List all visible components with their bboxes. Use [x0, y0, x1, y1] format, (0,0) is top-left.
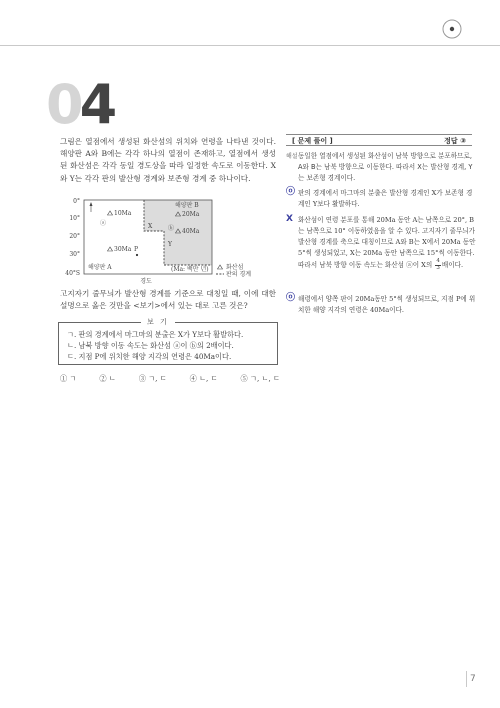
solution-item-text: 판의 경계에서 마그마의 분출은 발산형 경계인 X가 보존형 경계인 Y보다 활발하다. [298, 189, 473, 208]
choice-4[interactable]: ④ ㄴ, ㄷ [189, 374, 218, 383]
solution-header [286, 134, 472, 146]
bogi-item: ㄴ. 남북 방향 이동 속도는 화산섬 ⓐ이 ⓑ의 2배이다. [67, 341, 234, 350]
y-tick-20: 20° [69, 233, 80, 240]
page-rule [466, 671, 467, 687]
wrong-mark-icon: X [286, 214, 293, 224]
choice-3[interactable]: ③ ㄱ, ㄷ [138, 374, 167, 383]
boundary-x-label: X [148, 223, 153, 230]
y-tick-40: 40°S [65, 270, 80, 277]
bogi-item: ㄱ. 판의 경계에서 마그마의 분출은 X가 Y보다 활발하다. [67, 330, 244, 339]
point-p [136, 254, 138, 256]
legend-boundary-label: 판의 경계 [226, 271, 252, 278]
bogi-item: ㄷ. 지점 P에 위치한 해양 지각의 연령은 40Ma이다. [67, 352, 232, 361]
bogi-box [58, 318, 278, 365]
solution-item-text: 해령에서 양쪽 판이 20Ma동안 5°씩 생성되므로, 지점 P에 위치한 해양 지각의 연령은 40Ma이다. [298, 295, 476, 314]
solution-item-text: 화산섬이 연령 분포를 통해 20Ma 동안 A는 남쪽으로 20°, B는 남쪽으로 10° 이동하였음을 알 수 있다. 고지자기 줄무늬가 발산형 경계를 축으로 대칭이므로 A와 B는 X에서 20Ma 동안 5°씩 생성되었고, X는 20Ma 동안 남쪽으로 15°씩 이동한다. 따라서 남북 방향 이동 속도는 화산섬 ⓐ이 X의 [298, 216, 476, 269]
answer-choices [60, 374, 280, 384]
legend-volcano-icon [218, 265, 223, 269]
solution-item-2 [286, 215, 476, 271]
header-rule [0, 45, 500, 46]
target-icon [441, 18, 463, 40]
plate-b-label: 해양판 B [175, 202, 199, 209]
solution-item-1 [286, 188, 476, 210]
unit-note: (Ma: 백만 년) [171, 266, 209, 273]
y-tick-30: 30° [69, 251, 80, 258]
age-label-40ma: 40Ma [182, 228, 200, 235]
island-a-label: ⓐ [100, 220, 107, 227]
y-tick-10: 10° [69, 215, 80, 222]
page-number: 7 [470, 674, 476, 684]
solution-title: [ 문제 풀이 ] [292, 137, 333, 145]
island-b-label: ⓑ [168, 225, 175, 232]
choice-1[interactable]: ① ㄱ [60, 374, 77, 383]
correct-mark-icon: ⓞ [286, 293, 296, 303]
solution-answer: 정답 ③ [444, 137, 466, 145]
solution-intro-text: 동일한 열점에서 생성된 화산섬이 남북 방향으로 분포하므로, A와 B는 남북 방향으로 이동한다. 따라서 X는 발산형 경계, Y는 보존형 경계이다. [298, 152, 473, 182]
plate-b-area [144, 200, 212, 265]
x-axis-label: 경도 [140, 278, 152, 285]
question-number: 04 [46, 73, 114, 136]
point-p-label: P [134, 246, 139, 253]
question-stem: 그림은 열점에서 생성된 화산섬의 위치와 연령을 나타낸 것이다. 해양판 A와 B에는 각각 하나의 열점이 존재하고, 열점에서 생성된 화산섬은 각각 동일 경도상을 따라 일정한 속도로 이동한다. X와 Y는 각각 판의 발산형 경계와 보존형 경계 중 하나이다. [60, 137, 276, 183]
question-prompt: 고지자기 줄무늬가 발산형 경계를 기준으로 대칭일 때, 이에 대한 설명으로 옳은 것만을 <보기>에서 있는 대로 고른 것은? [60, 289, 276, 311]
age-label-30ma: 30Ma [114, 246, 132, 253]
correct-mark-icon: ⓞ [286, 187, 296, 197]
boundary-y-label: Y [168, 241, 172, 248]
age-label-20ma: 20Ma [182, 211, 200, 218]
fraction: $\frac{4}{3}$ [436, 258, 440, 271]
bogi-title: 보 기 [141, 317, 175, 327]
volcano-icon [108, 211, 113, 215]
volcano-icon [108, 247, 113, 251]
legend-volcano-label: 화산섬 [226, 264, 244, 271]
solution-item-3 [286, 294, 476, 316]
solution-intro [286, 151, 476, 184]
age-label-10ma: 10Ma [114, 210, 132, 217]
plate-a-label: 해양판 A [88, 264, 112, 271]
hotspot-figure [60, 197, 276, 285]
choice-5[interactable]: ⑤ ㄱ, ㄴ, ㄷ [240, 374, 280, 383]
choice-2[interactable]: ② ㄴ [99, 374, 116, 383]
y-tick-0: 0° [73, 198, 80, 205]
fraction-tail: 배이다. [441, 261, 464, 269]
explanation-marker: 해설 [286, 153, 298, 160]
